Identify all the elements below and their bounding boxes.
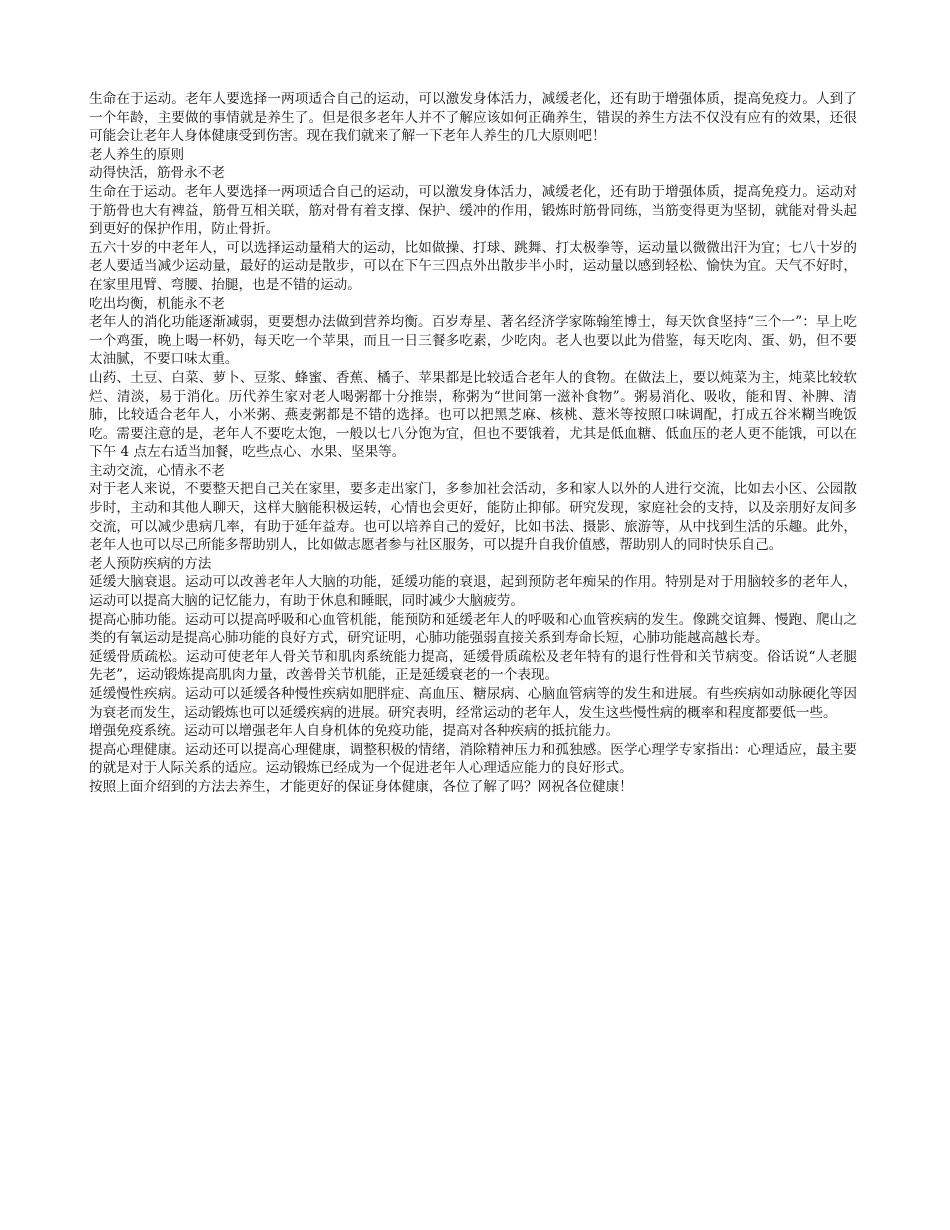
paragraph: 老年人的消化功能逐渐减弱，更要想办法做到营养均衡。百岁寿星、著名经济学家陈翰笙博士，每天饮食坚持“三个一”：早上吃一个鸡蛋，晚上喝一杯奶，每天吃一个苹果，而且一日三餐多吃素，少吃肉。老人也要以此为借鉴，每天吃肉、蛋、奶，但不要太油腻，不要口味太重。 (89, 314, 857, 368)
intro-paragraph: 生命在于运动。老年人要选择一两项适合自己的运动，可以激发身体活力，减缓老化，还有助于增强体质，提高免疫力。人到了一个年龄，主要做的事情就是养生了。但是很多老年人并不了解应该如何正确养生，错误的养生方法不仅没有应有的效果，还很可能会让老年人身体健康受到伤害。现在我们就来了解一下老年人养生的几大原则吧！ (89, 91, 857, 145)
paragraph: 生命在于运动。老年人要选择一两项适合自己的运动，可以激发身体活力，减缓老化，还有助于增强体质，提高免疫力。运动对于筋骨也大有裨益，筋骨互相关联，筋对骨有着支撑、保护、缓冲的作用，锻炼时筋骨同练，当筋变得更为坚韧，就能对骨头起到更好的保护作用，防止骨折。 (89, 183, 857, 238)
section-heading: 老人养生的原则 (89, 146, 185, 163)
paragraph: 延缓慢性疾病。运动可以延缓各种慢性疾病如肥胖症、高血压、糖尿病、心脑血管病等的发生和进展。有些疾病如动脉硬化等因为衰老而发生，运动锻炼也可以延缓疾病的进展。研究表明，经常运动的老年人，发生这些慢性病的概率和程度都要低一些。 (89, 686, 857, 721)
subsection-heading: 吃出均衡，机能永不老 (89, 295, 225, 312)
paragraph: 五六十岁的中老年人，可以选择运动量稍大的运动，比如做操、打球、跳舞、打太极拳等，运动量以微微出汗为宜；七八十岁的老人要适当减少运动量，最好的运动是散步，可以在下午三四点外出散步半小时，运动量以感到轻松、愉快为宜。天气不好时，在家里甩臂、弯腰、抬腿，也是不错的运动。 (89, 239, 857, 293)
closing-paragraph: 按照上面介绍到的方法去养生，才能更好的保证身体健康，各位了解了吗？网祝各位健康！ (89, 778, 633, 795)
subsection-heading: 动得快活，筋骨永不老 (89, 165, 225, 182)
article-body (89, 90, 857, 797)
paragraph: 提高心肺功能。运动可以提高呼吸和心血管机能，能预防和延缓老年人的呼吸和心血管疾病的发生。像跳交谊舞、慢跑、爬山之类的有氧运动是提高心肺功能的良好方式，研究证明，心肺功能强弱直接关系到寿命长短，心肺功能越高越长寿。 (89, 611, 857, 647)
paragraph: 增强免疫系统。运动可以增强老年人自身机体的免疫功能，提高对各种疾病的抵抗能力。 (89, 723, 620, 740)
paragraph: 延缓大脑衰退。运动可以改善老年人大脑的功能，延缓功能的衰退，起到预防老年痴呆的作用。特别是对于用脑较多的老年人，运动可以提高大脑的记忆能力，有助于休息和睡眠，同时减少大脑疲劳。 (89, 574, 857, 610)
paragraph: 对于老人来说，不要整天把自己关在家里，要多走出家门，多参加社会活动，多和家人以外的人进行交流，比如去小区、公园散步时，主动和其他人聊天，这样大脑能积极运转，心情也会更好，能防止抑郁。研究发现，家庭社会的支持，以及亲朋好友间多交流，可以减少患病几率，有助于延年益寿。也可以培养自己的爱好，比如书法、摄影、旅游等，从中找到生活的乐趣。此外，老年人也可以尽己所能多帮助别人，比如做志愿者参与社区服务，可以提升自我价值感，帮助别人的同时快乐自己。 (89, 481, 857, 554)
paragraph: 提高心理健康。运动还可以提高心理健康，调整积极的情绪，消除精神压力和孤独感。医学心理学专家指出：心理适应，最主要的就是对于人际关系的适应。运动锻炼已经成为一个促进老年人心理适应能力的良好形式。 (89, 741, 857, 777)
paragraph: 山药、土豆、白菜、萝卜、豆浆、蜂蜜、香蕉、橘子、苹果都是比较适合老年人的食物。在做法上，要以炖菜为主，炖菜比较软烂、清淡，易于消化。历代养生家对老人喝粥都十分推崇，称粥为“世间第一滋补食物”。粥易消化、吸收，能和胃、补脾、清肺，比较适合老年人，小米粥、燕麦粥都是不错的选择。也可以把黑芝麻、核桃、薏米等按照口味调配，打成五谷米糊当晚饭吃。需要注意的是，老年人不要吃太饱，一般以七八分饱为宜，但也不要饿着，尤其是低血糖、低血压的老人更不能饿，可以在下午 4 点左右适当加餐，吃些点心、水果、坚果等。 (89, 369, 857, 461)
section-heading: 老人预防疾病的方法 (89, 555, 212, 572)
paragraph: 延缓骨质疏松。运动可使老年人骨关节和肌肉系统能力提高，延缓骨质疏松及老年特有的退行性骨和关节病变。俗话说“人老腿先老”，运动锻炼提高肌肉力量，改善骨关节机能，正是延缓衰老的一个表现。 (89, 648, 857, 684)
subsection-heading: 主动交流，心情永不老 (89, 462, 225, 479)
